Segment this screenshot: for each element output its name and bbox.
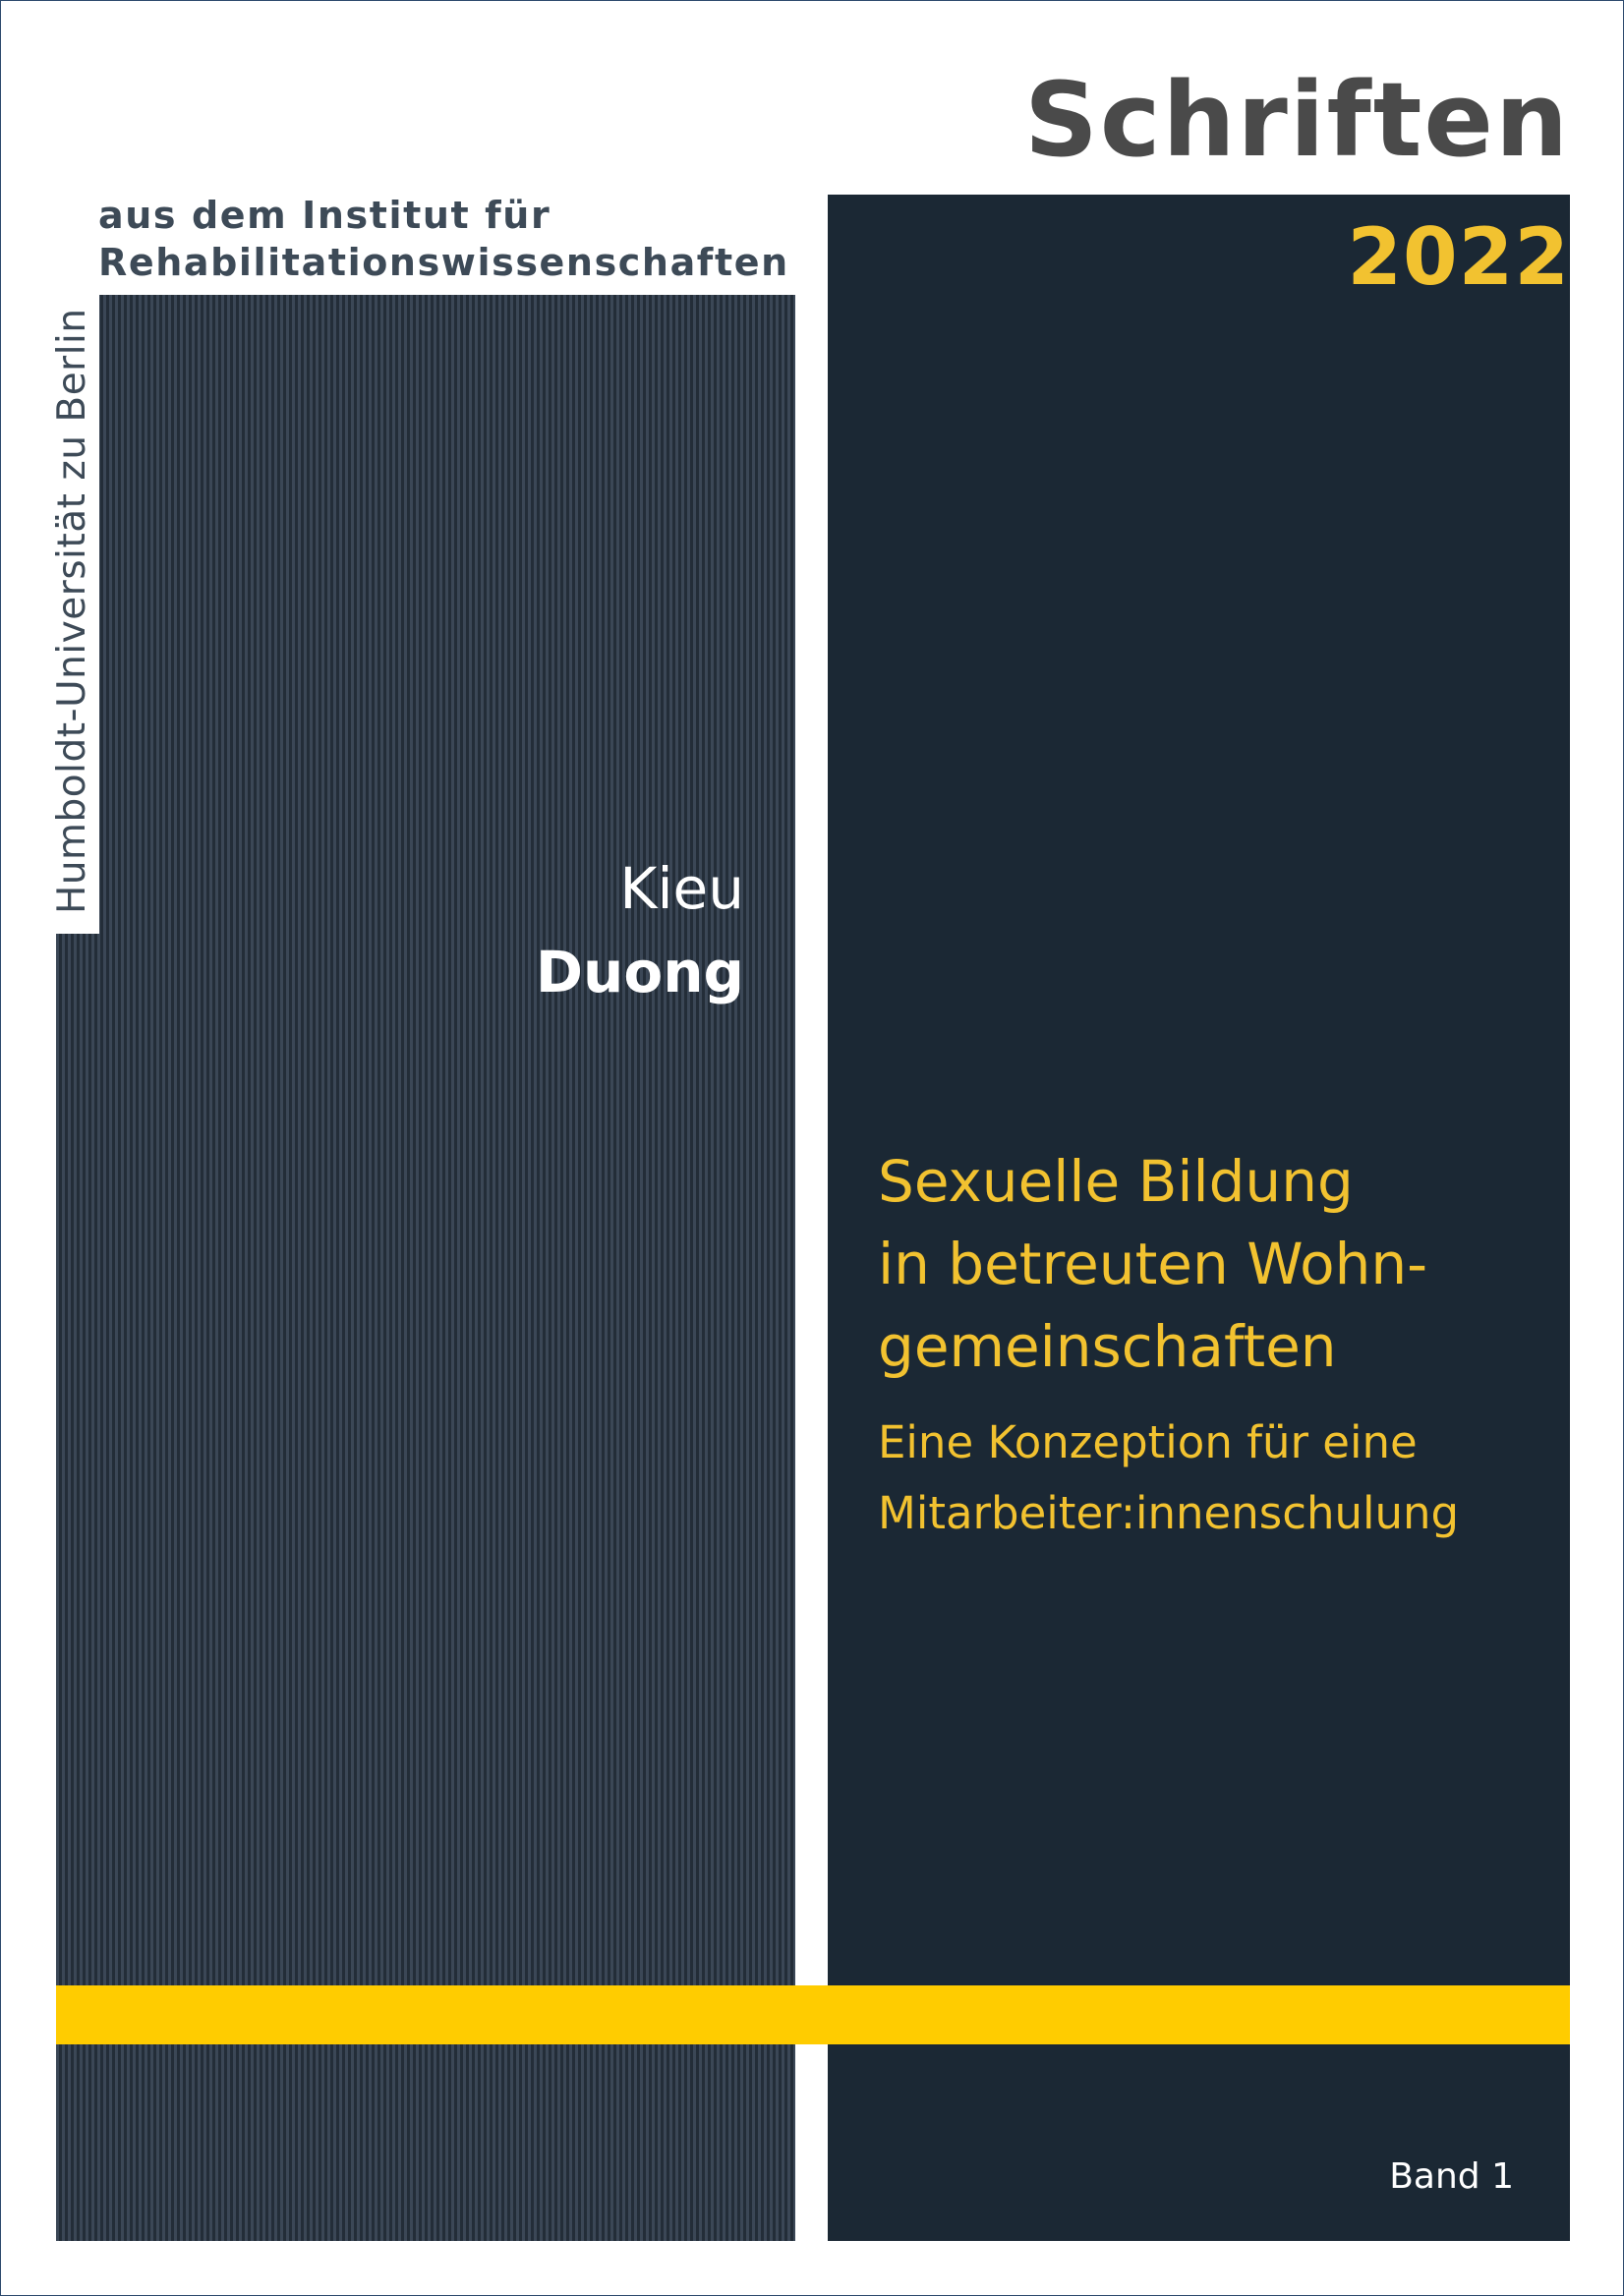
volume-number: Band 1 — [1389, 2156, 1514, 2197]
series-title: Schriften — [1023, 60, 1570, 180]
yellow-accent-bar — [56, 1985, 1570, 2044]
book-title-line: Sexuelle Bildung — [878, 1148, 1354, 1215]
book-title-line: gemeinschaften — [878, 1313, 1337, 1380]
institute-name — [98, 192, 789, 286]
author-first-name: Kieu — [619, 855, 744, 922]
left-striped-panel — [56, 295, 795, 2241]
institute-line: Rehabilitationswissenschaften — [98, 241, 789, 284]
book-title-line: in betreuten Wohn- — [878, 1231, 1428, 1297]
book-title — [878, 1140, 1427, 1388]
university-name: Humboldt-Universität zu Berlin — [50, 308, 94, 914]
book-subtitle-line: Mitarbeiter:innenschulung — [878, 1487, 1460, 1539]
institute-line: aus dem Institut für — [98, 194, 551, 237]
publication-year: 2022 — [1347, 211, 1570, 303]
author-last-name: Duong — [535, 939, 744, 1005]
book-subtitle-line: Eine Konzeption für eine — [878, 1416, 1418, 1468]
book-subtitle — [878, 1407, 1459, 1549]
